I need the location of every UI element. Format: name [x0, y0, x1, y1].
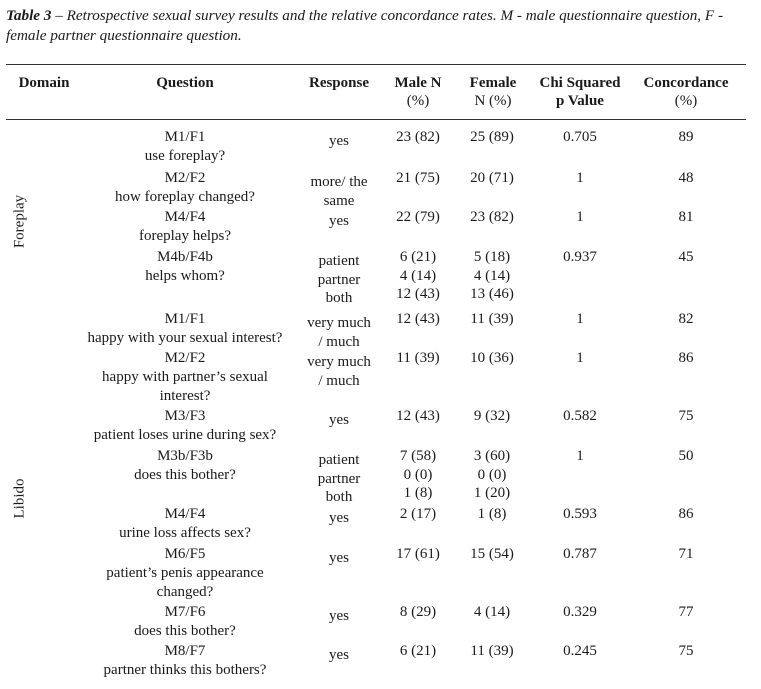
- male-n-value: 23 (82): [396, 129, 440, 145]
- male-n-value: 22 (79): [396, 209, 440, 225]
- female-n-value: 13 (46): [470, 286, 514, 302]
- chi-squared-p-value: 0.787: [563, 546, 597, 562]
- concordance-value: 48: [678, 170, 694, 186]
- header-male-n: [384, 74, 452, 110]
- response-value: both: [325, 290, 353, 306]
- response-value: same: [323, 192, 355, 209]
- chi-squared-p-value: 0.245: [563, 643, 597, 659]
- male-n-value: 11 (39): [396, 350, 440, 366]
- female-n-value: 5 (18): [473, 249, 511, 265]
- chi-squared-p-value: 1: [576, 448, 584, 464]
- concordance-value: 86: [678, 506, 694, 522]
- header-domain: Domain: [18, 75, 70, 91]
- question-text: does this bother?: [134, 467, 236, 483]
- header-question: Question: [156, 75, 214, 91]
- concordance-value: 81: [678, 209, 694, 225]
- chi-squared-p-value: 1: [576, 311, 584, 327]
- chi-squared-p-value: 0.705: [563, 129, 597, 145]
- response-value: very much: [307, 315, 371, 331]
- top-rule: [6, 64, 746, 65]
- caption-label: Table 3: [6, 7, 52, 24]
- female-n-value: 10 (36): [470, 350, 514, 366]
- chi-squared-p-value: 1: [576, 170, 584, 186]
- question-code: M8/F7: [164, 643, 206, 659]
- question-code: M2/F2: [164, 170, 206, 186]
- question-text: helps whom?: [145, 268, 225, 284]
- male-n-value: 7 (58): [399, 448, 437, 464]
- header-male-n-line1: Male N: [394, 75, 442, 91]
- female-n-value: 1 (8): [477, 506, 507, 522]
- concordance-value: 75: [678, 408, 694, 424]
- female-n-value: 11 (39): [470, 643, 514, 659]
- header-chi-line1: Chi Squared: [539, 75, 621, 91]
- question-text: interest?: [159, 388, 211, 404]
- response-value: / much: [318, 372, 360, 389]
- female-n-value: 25 (89): [470, 129, 514, 145]
- chi-squared-p-value: 0.329: [563, 604, 597, 620]
- response-value: yes: [329, 647, 349, 663]
- domain-libido: Libido: [11, 478, 28, 519]
- concordance-value: 89: [678, 129, 694, 145]
- question-text: use foreplay?: [144, 148, 226, 164]
- header-concordance-line1: Concordance: [643, 75, 729, 91]
- question-code: M1/F1: [164, 311, 206, 327]
- response-value: very much: [307, 354, 371, 370]
- response-value: yes: [329, 213, 349, 229]
- male-n-value: 6 (21): [399, 643, 437, 659]
- response-value: patient: [318, 253, 360, 269]
- male-n-value: 4 (14): [399, 267, 437, 284]
- response-value: yes: [329, 550, 349, 566]
- concordance-value: 75: [678, 643, 694, 659]
- question-code: M1/F1: [164, 129, 206, 145]
- question-text: how foreplay changed?: [115, 189, 255, 205]
- question-code: M6/F5: [164, 546, 206, 562]
- question-text: patient’s penis appearance: [106, 565, 264, 581]
- concordance-value: 77: [678, 604, 694, 620]
- question-code: M4/F4: [164, 506, 206, 522]
- question-text: does this bother?: [134, 623, 236, 639]
- header-rule: [6, 119, 746, 120]
- response-value: both: [325, 489, 353, 505]
- female-n-value: 4 (14): [473, 604, 511, 620]
- female-n-value: 4 (14): [473, 267, 511, 284]
- header-response: Response: [308, 75, 369, 91]
- header-female-n-line2: N (%): [474, 93, 512, 109]
- response-value: / much: [318, 333, 360, 350]
- concordance-value: 86: [678, 350, 694, 366]
- header-concordance: [636, 74, 736, 110]
- female-n-value: 15 (54): [470, 546, 514, 562]
- female-n-value: 11 (39): [470, 311, 514, 327]
- response-value: yes: [329, 608, 349, 624]
- female-n-value: 9 (32): [473, 408, 511, 424]
- response-value: yes: [329, 412, 349, 428]
- question-code: M4/F4: [164, 209, 206, 225]
- question-code: M3b/F3b: [157, 448, 213, 464]
- male-n-value: 12 (43): [396, 408, 440, 424]
- male-n-value: 21 (75): [396, 170, 440, 186]
- male-n-value: 2 (17): [399, 506, 437, 522]
- header-female-n-line1: Female: [469, 75, 517, 91]
- question-code: M2/F2: [164, 350, 206, 366]
- domain-foreplay: Foreplay: [11, 194, 28, 249]
- caption-text: – Retrospective sexual survey results and the relative concordance rates. M - male questionnaire question, F - female partner questionnaire question.: [6, 7, 724, 44]
- female-n-value: 3 (60): [473, 448, 511, 464]
- question-code: M7/F6: [164, 604, 206, 620]
- male-n-value: 1 (8): [403, 485, 433, 501]
- concordance-value: 45: [678, 249, 694, 265]
- response-value: yes: [329, 133, 349, 149]
- chi-squared-p-value: 1: [576, 209, 584, 225]
- question-text: foreplay helps?: [138, 228, 232, 244]
- male-n-value: 0 (0): [403, 466, 433, 483]
- female-n-value: 20 (71): [470, 170, 514, 186]
- female-n-value: 23 (82): [470, 209, 514, 225]
- response-value: partner: [317, 470, 361, 487]
- male-n-value: 17 (61): [396, 546, 440, 562]
- question-text: happy with your sexual interest?: [87, 330, 283, 346]
- header-male-n-line2: (%): [406, 93, 430, 109]
- question-text: happy with partner’s sexual: [102, 369, 268, 385]
- male-n-value: 8 (29): [399, 604, 437, 620]
- male-n-value: 6 (21): [399, 249, 437, 265]
- header-chi-squared: [530, 74, 630, 110]
- chi-squared-p-value: 1: [576, 350, 584, 366]
- response-value: yes: [329, 510, 349, 526]
- response-value: partner: [317, 271, 361, 288]
- response-value: patient: [318, 452, 360, 468]
- question-text: partner thinks this bothers?: [103, 662, 267, 678]
- chi-squared-p-value: 0.593: [563, 506, 597, 522]
- concordance-value: 82: [678, 311, 694, 327]
- question-text: patient loses urine during sex?: [93, 427, 277, 443]
- female-n-value: 0 (0): [477, 466, 507, 483]
- question-text: changed?: [156, 584, 214, 600]
- response-value: more/ the: [310, 174, 368, 190]
- table-caption: [6, 6, 756, 46]
- header-chi-line2: p Value: [556, 93, 604, 109]
- concordance-value: 71: [678, 546, 694, 562]
- question-code: M4b/F4b: [157, 249, 213, 265]
- concordance-value: 50: [678, 448, 694, 464]
- question-code: M3/F3: [164, 408, 206, 424]
- male-n-value: 12 (43): [396, 286, 440, 302]
- question-text: urine loss affects sex?: [119, 525, 251, 541]
- header-female-n: [458, 74, 528, 110]
- chi-squared-p-value: 0.937: [563, 249, 597, 265]
- header-concordance-line2: (%): [674, 93, 698, 109]
- chi-squared-p-value: 0.582: [563, 408, 597, 424]
- male-n-value: 12 (43): [396, 311, 440, 327]
- female-n-value: 1 (20): [473, 485, 511, 501]
